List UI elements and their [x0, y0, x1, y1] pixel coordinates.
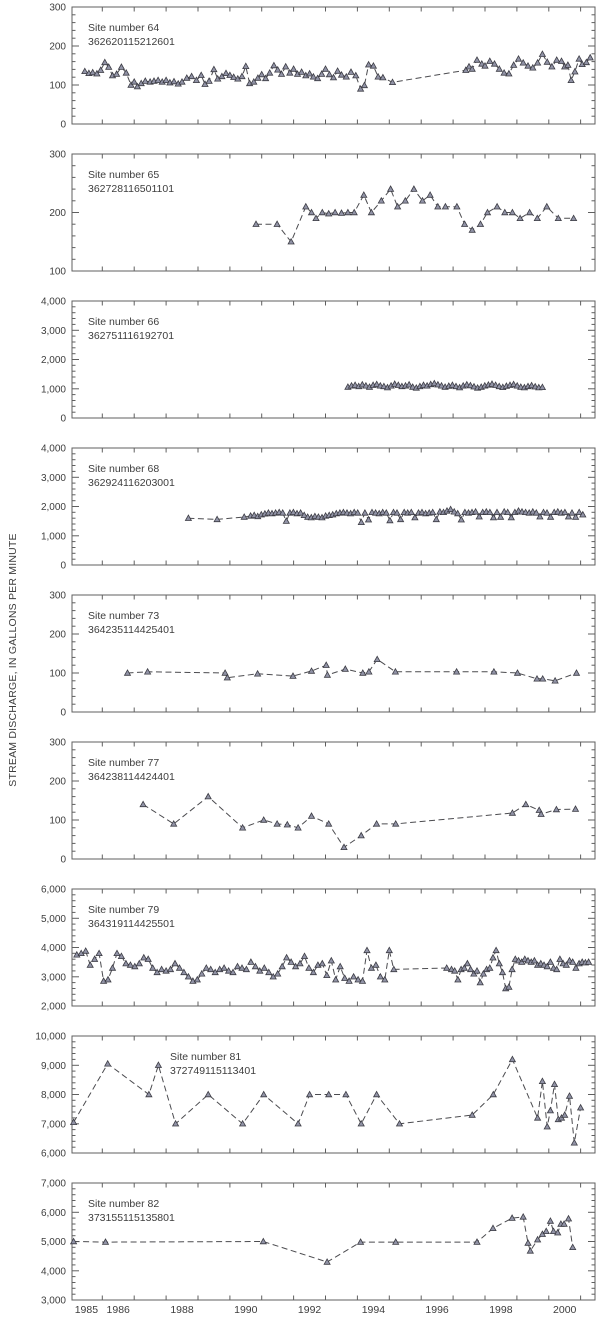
- triangle-marker: [342, 666, 348, 671]
- y-tick-label: 100: [49, 266, 66, 278]
- y-tick-label: 2,000: [40, 502, 66, 513]
- site-number-label: Site number 77: [88, 757, 160, 769]
- chart-panel-site-81: [0, 1029, 600, 1176]
- triangle-marker: [114, 950, 120, 955]
- site-id-label: 364235114425401: [88, 624, 175, 636]
- triangle-marker: [141, 955, 147, 960]
- site-id-label: 364238114424401: [88, 771, 175, 783]
- site-annotation: [88, 1197, 175, 1225]
- series-line: [128, 659, 577, 681]
- y-tick-label: 300: [49, 590, 66, 602]
- triangle-marker: [283, 518, 289, 523]
- triangle-marker: [455, 977, 461, 982]
- triangle-marker: [83, 948, 89, 953]
- triangle-marker: [366, 517, 372, 522]
- triangle-marker: [96, 950, 102, 955]
- triangle-marker: [433, 516, 439, 521]
- triangle-marker: [260, 1238, 266, 1243]
- triangle-marker: [351, 974, 357, 979]
- triangle-marker: [474, 968, 480, 973]
- panel-plot-site-81: [0, 1029, 600, 1176]
- triangle-marker: [248, 959, 254, 964]
- x-tick-label: 1990: [234, 1304, 258, 1316]
- triangle-marker: [565, 62, 571, 67]
- triangle-marker: [490, 1225, 496, 1230]
- y-tick-label: 4,000: [40, 443, 66, 455]
- triangle-marker: [509, 810, 515, 815]
- triangle-marker: [358, 1121, 364, 1126]
- triangle-marker: [576, 56, 582, 61]
- y-tick-label: 200: [49, 41, 66, 53]
- y-tick-label: 3,000: [40, 1295, 66, 1307]
- triangle-marker: [189, 73, 195, 78]
- triangle-marker: [458, 517, 464, 522]
- triangle-marker: [255, 671, 261, 676]
- triangle-marker: [571, 215, 577, 220]
- site-annotation: [88, 462, 175, 490]
- triangle-marker: [261, 965, 267, 970]
- y-tick-label: 300: [49, 2, 66, 14]
- triangle-marker: [291, 66, 297, 71]
- triangle-marker: [326, 821, 332, 826]
- triangle-marker: [525, 1240, 531, 1245]
- triangle-marker: [578, 1105, 584, 1110]
- triangle-marker: [341, 844, 347, 849]
- x-tick-label: 1998: [489, 1304, 513, 1316]
- triangle-marker: [92, 956, 98, 961]
- triangle-marker: [478, 221, 484, 226]
- triangle-marker: [335, 68, 341, 73]
- triangle-marker: [163, 77, 169, 82]
- triangle-marker: [198, 72, 204, 77]
- triangle-marker: [547, 1218, 553, 1223]
- triangle-marker: [279, 963, 285, 968]
- triangle-marker: [527, 1248, 533, 1253]
- y-tick-label: 6,000: [40, 1207, 66, 1219]
- triangle-marker: [387, 517, 393, 522]
- site-annotation: [88, 609, 175, 637]
- triangle-marker: [509, 966, 515, 971]
- triangle-marker: [462, 221, 468, 226]
- triangle-marker: [332, 209, 338, 214]
- site-annotation: [88, 756, 175, 784]
- site-id-label: 364319114425501: [88, 918, 175, 930]
- triangle-marker: [326, 71, 332, 76]
- triangle-marker: [342, 975, 348, 980]
- triangle-marker: [118, 64, 124, 69]
- y-tick-label: 10,000: [35, 1031, 66, 1043]
- series-line: [74, 1059, 581, 1142]
- y-tick-label: 100: [49, 668, 66, 680]
- triangle-marker: [487, 58, 493, 63]
- triangle-marker: [364, 947, 370, 952]
- site-id-label: 372749115113401: [170, 1065, 257, 1077]
- site-annotation: [88, 168, 174, 196]
- site-number-label: Site number 66: [88, 316, 160, 328]
- triangle-marker: [205, 1091, 211, 1096]
- y-axis-title: STREAM DISCHARGE, IN GALLONS PER MINUTE: [7, 533, 19, 787]
- series-line: [256, 189, 574, 242]
- triangle-marker: [211, 66, 217, 71]
- site-id-label: 362620115212601: [88, 36, 175, 48]
- triangle-marker: [324, 1259, 330, 1264]
- triangle-marker: [284, 955, 290, 960]
- x-tick-label: 1994: [361, 1304, 386, 1316]
- triangle-marker: [573, 806, 579, 811]
- y-tick-label: 5,000: [40, 913, 66, 925]
- site-annotation: [88, 315, 174, 343]
- chart-panel-site-65: [0, 147, 600, 294]
- triangle-marker: [566, 1216, 572, 1221]
- y-tick-label: 200: [49, 208, 66, 219]
- triangle-marker: [98, 67, 104, 72]
- triangle-marker: [206, 78, 212, 83]
- triangle-marker: [543, 1228, 549, 1233]
- triangle-marker: [131, 79, 137, 84]
- site-id-label: 362924116203001: [88, 477, 175, 489]
- triangle-marker: [570, 1244, 576, 1249]
- y-tick-label: 6,000: [40, 1148, 66, 1160]
- triangle-marker: [171, 78, 177, 83]
- y-tick-label: 1,000: [40, 384, 66, 396]
- triangle-marker: [375, 74, 381, 79]
- triangle-marker: [303, 204, 309, 209]
- y-tick-label: 0: [60, 560, 66, 572]
- triangle-marker: [544, 1124, 550, 1129]
- triangle-marker: [274, 821, 280, 826]
- triangle-marker: [373, 962, 379, 967]
- triangle-marker: [307, 71, 313, 76]
- triangle-marker: [574, 670, 580, 675]
- chart-panel-site-82: [0, 1176, 600, 1319]
- chart-panel-site-66: [0, 294, 600, 441]
- triangle-marker: [87, 962, 93, 967]
- y-tick-label: 2,000: [40, 1001, 66, 1013]
- triangle-marker: [105, 977, 111, 982]
- triangle-marker: [386, 947, 392, 952]
- y-tick-label: 0: [60, 119, 66, 131]
- triangle-marker: [307, 1091, 313, 1096]
- site-number-label: Site number 82: [88, 1198, 160, 1210]
- triangle-marker: [520, 1214, 526, 1219]
- triangle-marker: [261, 817, 267, 822]
- y-tick-label: 9,000: [40, 1060, 66, 1072]
- triangle-marker: [562, 1112, 568, 1117]
- triangle-marker: [333, 977, 339, 982]
- triangle-marker: [509, 209, 515, 214]
- y-tick-label: 0: [60, 707, 66, 719]
- triangle-marker: [398, 516, 404, 521]
- triangle-marker: [388, 186, 394, 191]
- y-tick-label: 2,000: [40, 355, 66, 366]
- triangle-marker: [358, 519, 364, 524]
- triangle-marker: [323, 662, 329, 667]
- x-tick-label: 2000: [553, 1304, 577, 1316]
- triangle-marker: [235, 963, 241, 968]
- triangle-marker: [374, 656, 380, 661]
- y-tick-label: 4,000: [40, 296, 66, 308]
- triangle-marker: [493, 947, 499, 952]
- triangle-marker: [411, 186, 417, 191]
- triangle-marker: [172, 961, 178, 966]
- triangle-marker: [368, 209, 374, 214]
- triangle-marker: [544, 204, 550, 209]
- triangle-marker: [557, 956, 563, 961]
- triangle-marker: [205, 794, 211, 799]
- triangle-marker: [136, 961, 142, 966]
- triangle-marker: [552, 1081, 558, 1086]
- x-tick-label: 1985: [74, 1304, 99, 1316]
- triangle-marker: [568, 77, 574, 82]
- triangle-marker: [140, 801, 146, 806]
- triangle-marker: [539, 51, 545, 56]
- triangle-marker: [366, 62, 372, 67]
- site-annotation: [88, 21, 175, 49]
- site-number-label: Site number 68: [88, 463, 160, 475]
- site-number-label: Site number 73: [88, 610, 160, 622]
- y-tick-label: 5,000: [40, 1237, 66, 1248]
- y-tick-label: 3,000: [40, 325, 66, 337]
- triangle-marker: [271, 62, 277, 67]
- y-tick-label: 0: [60, 854, 66, 866]
- triangle-marker: [324, 672, 330, 677]
- triangle-marker: [299, 69, 305, 74]
- triangle-marker: [571, 1140, 577, 1145]
- triangle-marker: [142, 78, 148, 83]
- site-annotation: [170, 1050, 256, 1078]
- y-tick-label: 7,000: [40, 1119, 66, 1131]
- triangle-marker: [474, 57, 480, 62]
- triangle-marker: [527, 209, 533, 214]
- triangle-marker: [221, 965, 227, 970]
- triangle-marker: [361, 192, 367, 197]
- x-tick-label: 1986: [106, 1304, 130, 1316]
- triangle-marker: [554, 57, 560, 62]
- triangle-marker: [159, 966, 165, 971]
- triangle-marker: [123, 961, 129, 966]
- chart-panel-site-77: [0, 735, 600, 882]
- y-tick-label: 4,000: [40, 1266, 66, 1278]
- triangle-marker: [102, 59, 108, 64]
- triangle-marker: [348, 69, 354, 74]
- triangle-marker: [328, 958, 334, 963]
- triangle-marker: [203, 965, 209, 970]
- chart-panel-site-73: [0, 588, 600, 735]
- y-tick-label: 100: [49, 815, 66, 827]
- site-number-label: Site number 64: [88, 22, 160, 34]
- triangle-marker: [494, 509, 500, 514]
- site-number-label: Site number 79: [88, 904, 160, 916]
- y-tick-label: 200: [49, 776, 66, 788]
- triangle-marker: [511, 62, 517, 67]
- x-tick-label: 1996: [425, 1304, 449, 1316]
- triangle-marker: [572, 69, 578, 74]
- chart-panel-site-68: [0, 441, 600, 588]
- triangle-marker: [535, 1115, 541, 1120]
- y-tick-label: 1,000: [40, 531, 66, 543]
- triangle-marker: [464, 961, 470, 966]
- series-line: [143, 797, 575, 848]
- y-tick-label: 0: [60, 413, 66, 425]
- triangle-marker: [319, 209, 325, 214]
- y-tick-label: 300: [49, 149, 66, 161]
- triangle-marker: [110, 965, 116, 970]
- triangle-marker: [390, 79, 396, 84]
- triangle-marker: [559, 58, 565, 63]
- triangle-marker: [490, 955, 496, 960]
- triangle-marker: [547, 1108, 553, 1113]
- site-id-label: 362751116192701: [88, 330, 175, 342]
- triangle-marker: [374, 1091, 380, 1096]
- triangle-marker: [569, 510, 575, 515]
- triangle-marker: [146, 1091, 152, 1096]
- triangle-marker: [496, 961, 502, 966]
- triangle-marker: [358, 833, 364, 838]
- site-id-label: 362728116501101: [88, 183, 175, 195]
- triangle-marker: [239, 73, 245, 78]
- site-annotation: [88, 903, 175, 931]
- triangle-marker: [150, 965, 156, 970]
- chart-panel-site-79: [0, 882, 600, 1029]
- y-tick-label: 3,000: [40, 472, 66, 484]
- triangle-marker: [324, 972, 330, 977]
- y-tick-label: 8,000: [40, 1090, 66, 1101]
- triangle-marker: [295, 1121, 301, 1126]
- triangle-marker: [261, 1091, 267, 1096]
- triangle-marker: [243, 63, 249, 68]
- triangle-marker: [494, 204, 500, 209]
- triangle-marker: [544, 59, 550, 64]
- triangle-marker: [523, 801, 529, 806]
- triangle-marker: [516, 56, 522, 61]
- triangle-marker: [587, 55, 593, 60]
- site-number-label: Site number 81: [170, 1051, 242, 1063]
- triangle-marker: [427, 192, 433, 197]
- triangle-marker: [539, 1078, 545, 1083]
- triangle-marker: [361, 82, 367, 87]
- triangle-marker: [500, 969, 506, 974]
- site-number-label: Site number 65: [88, 169, 160, 181]
- triangle-marker: [337, 963, 343, 968]
- x-tick-label: 1992: [297, 1304, 322, 1316]
- triangle-marker: [319, 961, 325, 966]
- triangle-marker: [490, 1091, 496, 1096]
- triangle-marker: [323, 66, 329, 71]
- triangle-marker: [302, 953, 308, 958]
- triangle-marker: [306, 965, 312, 970]
- triangle-marker: [547, 959, 553, 964]
- triangle-marker: [377, 974, 383, 979]
- triangle-marker: [395, 204, 401, 209]
- triangle-marker: [485, 209, 491, 214]
- y-tick-label: 300: [49, 737, 66, 749]
- site-id-label: 373155115135801: [88, 1212, 175, 1224]
- x-tick-label: 1988: [170, 1304, 194, 1316]
- triangle-marker: [267, 70, 273, 75]
- triangle-marker: [283, 64, 289, 69]
- triangle-marker: [297, 961, 303, 966]
- triangle-marker: [259, 71, 265, 76]
- triangle-marker: [362, 510, 368, 515]
- triangle-marker: [155, 1062, 161, 1067]
- triangle-marker: [477, 980, 483, 985]
- triangle-marker: [82, 68, 88, 73]
- y-tick-label: 3,000: [40, 972, 66, 984]
- triangle-marker: [468, 966, 474, 971]
- triangle-marker: [275, 971, 281, 976]
- chart-panel-site-64: [0, 0, 600, 147]
- triangle-marker: [309, 813, 315, 818]
- triangle-marker: [105, 1061, 111, 1066]
- y-tick-label: 200: [49, 629, 66, 641]
- y-tick-label: 7,000: [40, 1178, 66, 1190]
- triangle-marker: [567, 1093, 573, 1098]
- triangle-marker: [535, 60, 541, 65]
- triangle-marker: [374, 821, 380, 826]
- triangle-marker: [509, 1056, 515, 1061]
- y-tick-label: 100: [49, 80, 66, 92]
- y-tick-label: 6,000: [40, 884, 66, 896]
- y-tick-label: 4,000: [40, 943, 66, 954]
